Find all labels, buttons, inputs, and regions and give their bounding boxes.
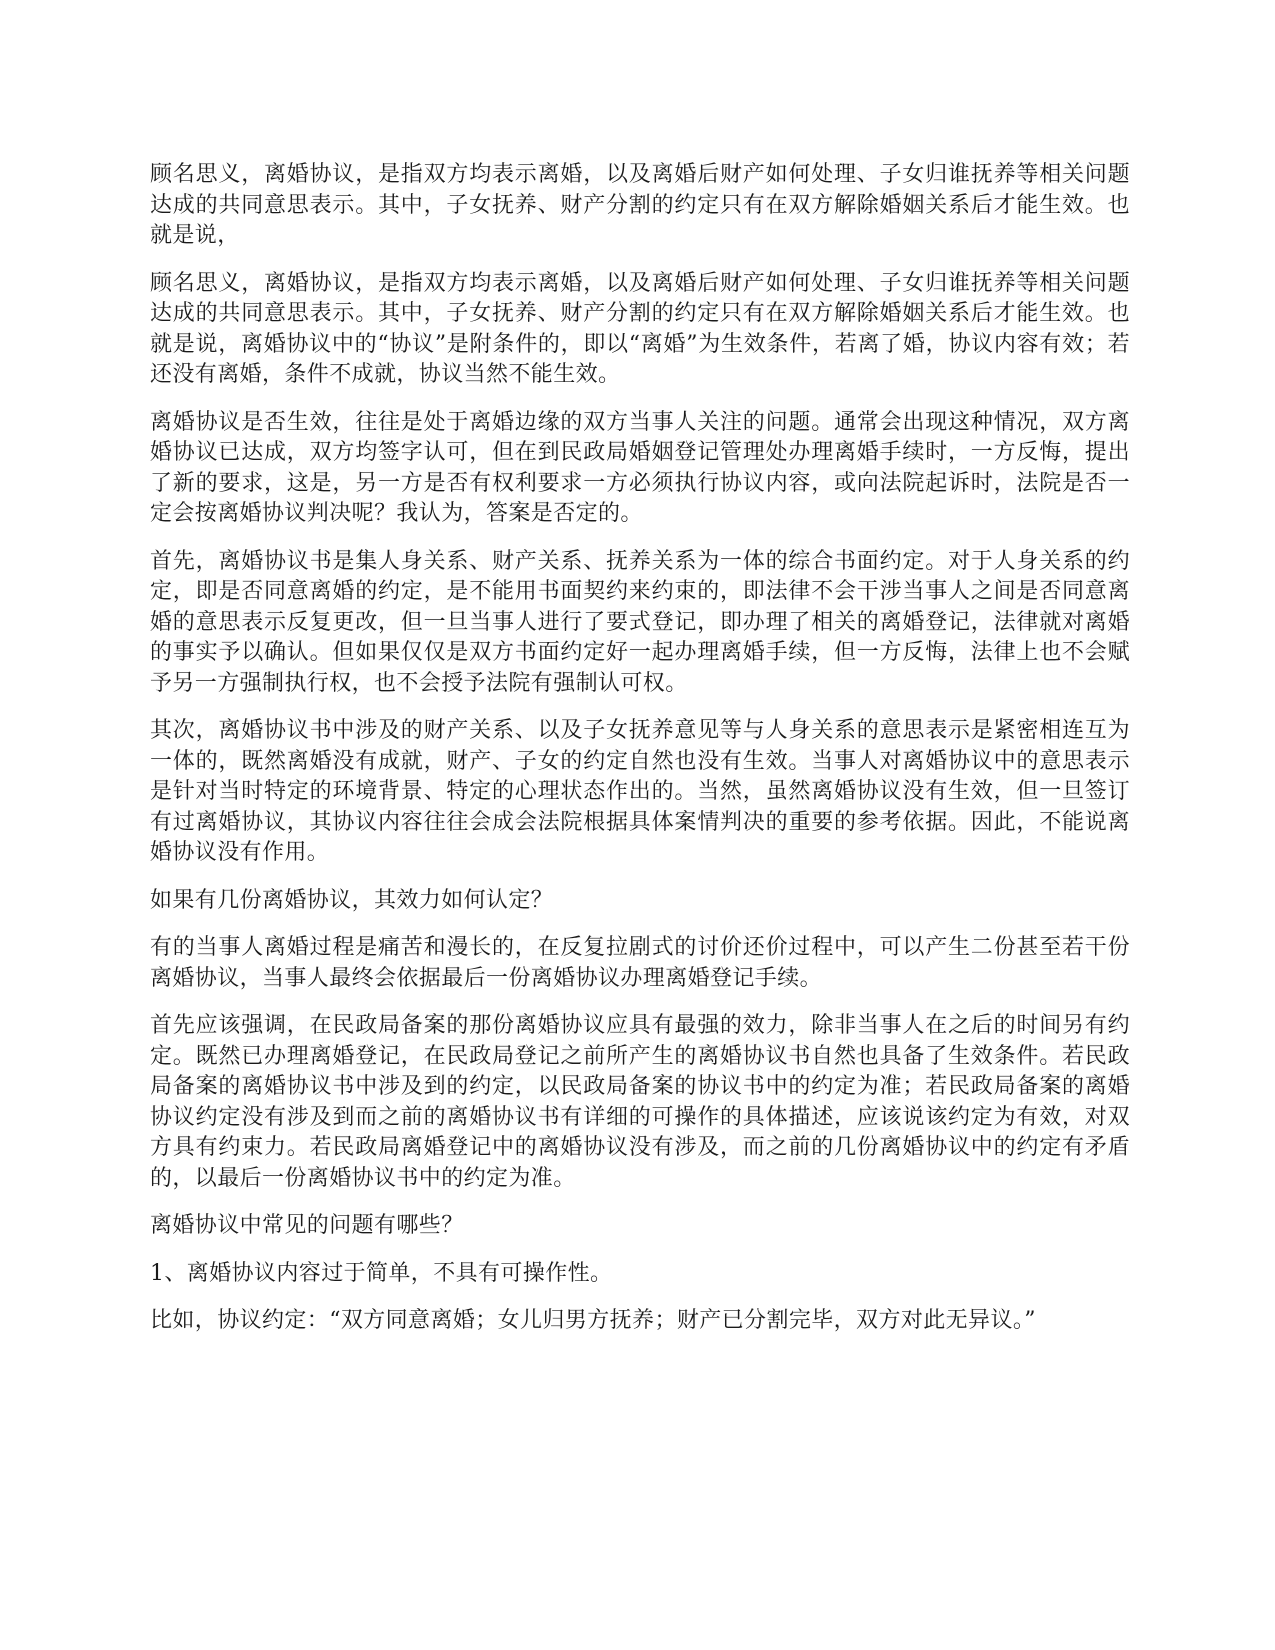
paragraph-1: 顾名思义，离婚协议，是指双方均表示离婚，以及离婚后财产如何处理、子女归谁抚养等相关问题达成的共同意思表示。其中，子女抚养、财产分割的约定只有在双方解除婚姻关系后才能生效。也就是说， (150, 162, 1130, 248)
section-question-2: 离婚协议中常见的问题有哪些？ (150, 1213, 464, 1238)
list-item-1: 1、离婚协议内容过于简单，不具有可操作性。 (150, 1260, 613, 1286)
paragraph-8: 首先应该强调，在民政局备案的那份离婚协议应具有最强的效力，除非当事人在之后的时间另有约定。既然已办理离婚登记，在民政局登记之前所产生的离婚协议书自然也具备了生效条件。若民政局备案的离婚协议书中涉及到的约定，以民政局备案的协议书中的约定为准；若民政局备案的离婚协议约定没有涉及到而之前的离婚协议书有详细的可操作的具体描述，应该说该约定为有效，对双方具有约束力。若民政局离婚登记中的离婚协议没有涉及，而之前的几份离婚协议中的约定有矛盾的，以最后一份离婚协议书中的约定为准。 (150, 1013, 1130, 1191)
paragraph-5: 其次，离婚协议书中涉及的财产关系、以及子女抚养意见等与人身关系的意思表示是紧密相连互为一体的，既然离婚没有成就，财产、子女的约定自然也没有生效。当事人对离婚协议中的意思表示是针对当时特定的环境背景、特定的心理状态作出的。当然，虽然离婚协议没有生效，但一旦签订有过离婚协议，其协议内容往往会成会法院根据具体案情判决的重要的参考依据。因此，不能说离婚协议没有作用。 (150, 718, 1130, 865)
section-question-1: 如果有几份离婚协议，其效力如何认定？ (150, 887, 554, 913)
paragraph-4: 首先，离婚协议书是集人身关系、财产关系、抚养关系为一体的综合书面约定。对于人身关系的约定，即是否同意离婚的约定，是不能用书面契约来约束的，即法律不会干涉当事人之间是否同意离婚的意思表示反复更改，但一旦当事人进行了要式登记，即办理了相关的离婚登记，法律就对离婚的事实予以确认。但如果仅仅是双方书面约定好一起办理离婚手续，但一方反悔，法律上也不会赋予另一方强制执行权，也不会授予法院有强制认可权。 (150, 548, 1130, 696)
paragraph-2: 顾名思义，离婚协议，是指双方均表示离婚，以及离婚后财产如何处理、子女归谁抚养等相关问题达成的共同意思表示。其中，子女抚养、财产分割的约定只有在双方解除婚姻关系后才能生效。也就是说，离婚协议中的“协议”是附条件的，即以“离婚”为生效条件，若离了婚，协议内容有效；若还没有离婚，条件不成就，协议当然不能生效。 (150, 270, 1130, 387)
paragraph-3: 离婚协议是否生效，往往是处于离婚边缘的双方当事人关注的问题。通常会出现这种情况，双方离婚协议已达成，双方均签字认可，但在到民政局婚姻登记管理处办理离婚手续时，一方反悔，提出了新的要求，这是，另一方是否有权利要求一方必须执行协议内容，或向法院起诉时，法院是否一定会按离婚协议判决呢？我认为，答案是否定的。 (150, 409, 1130, 526)
paragraph-11: 比如，协议约定：“双方同意离婚；女儿归男方抚养；财产已分割完毕，双方对此无异议。” (150, 1308, 1036, 1333)
document-page (150, 160, 1130, 1337)
paragraph-7: 有的当事人离婚过程是痛苦和漫长的，在反复拉剧式的讨价还价过程中，可以产生二份甚至若干份离婚协议，当事人最终会依据最后一份离婚协议办理离婚登记手续。 (150, 935, 1130, 991)
